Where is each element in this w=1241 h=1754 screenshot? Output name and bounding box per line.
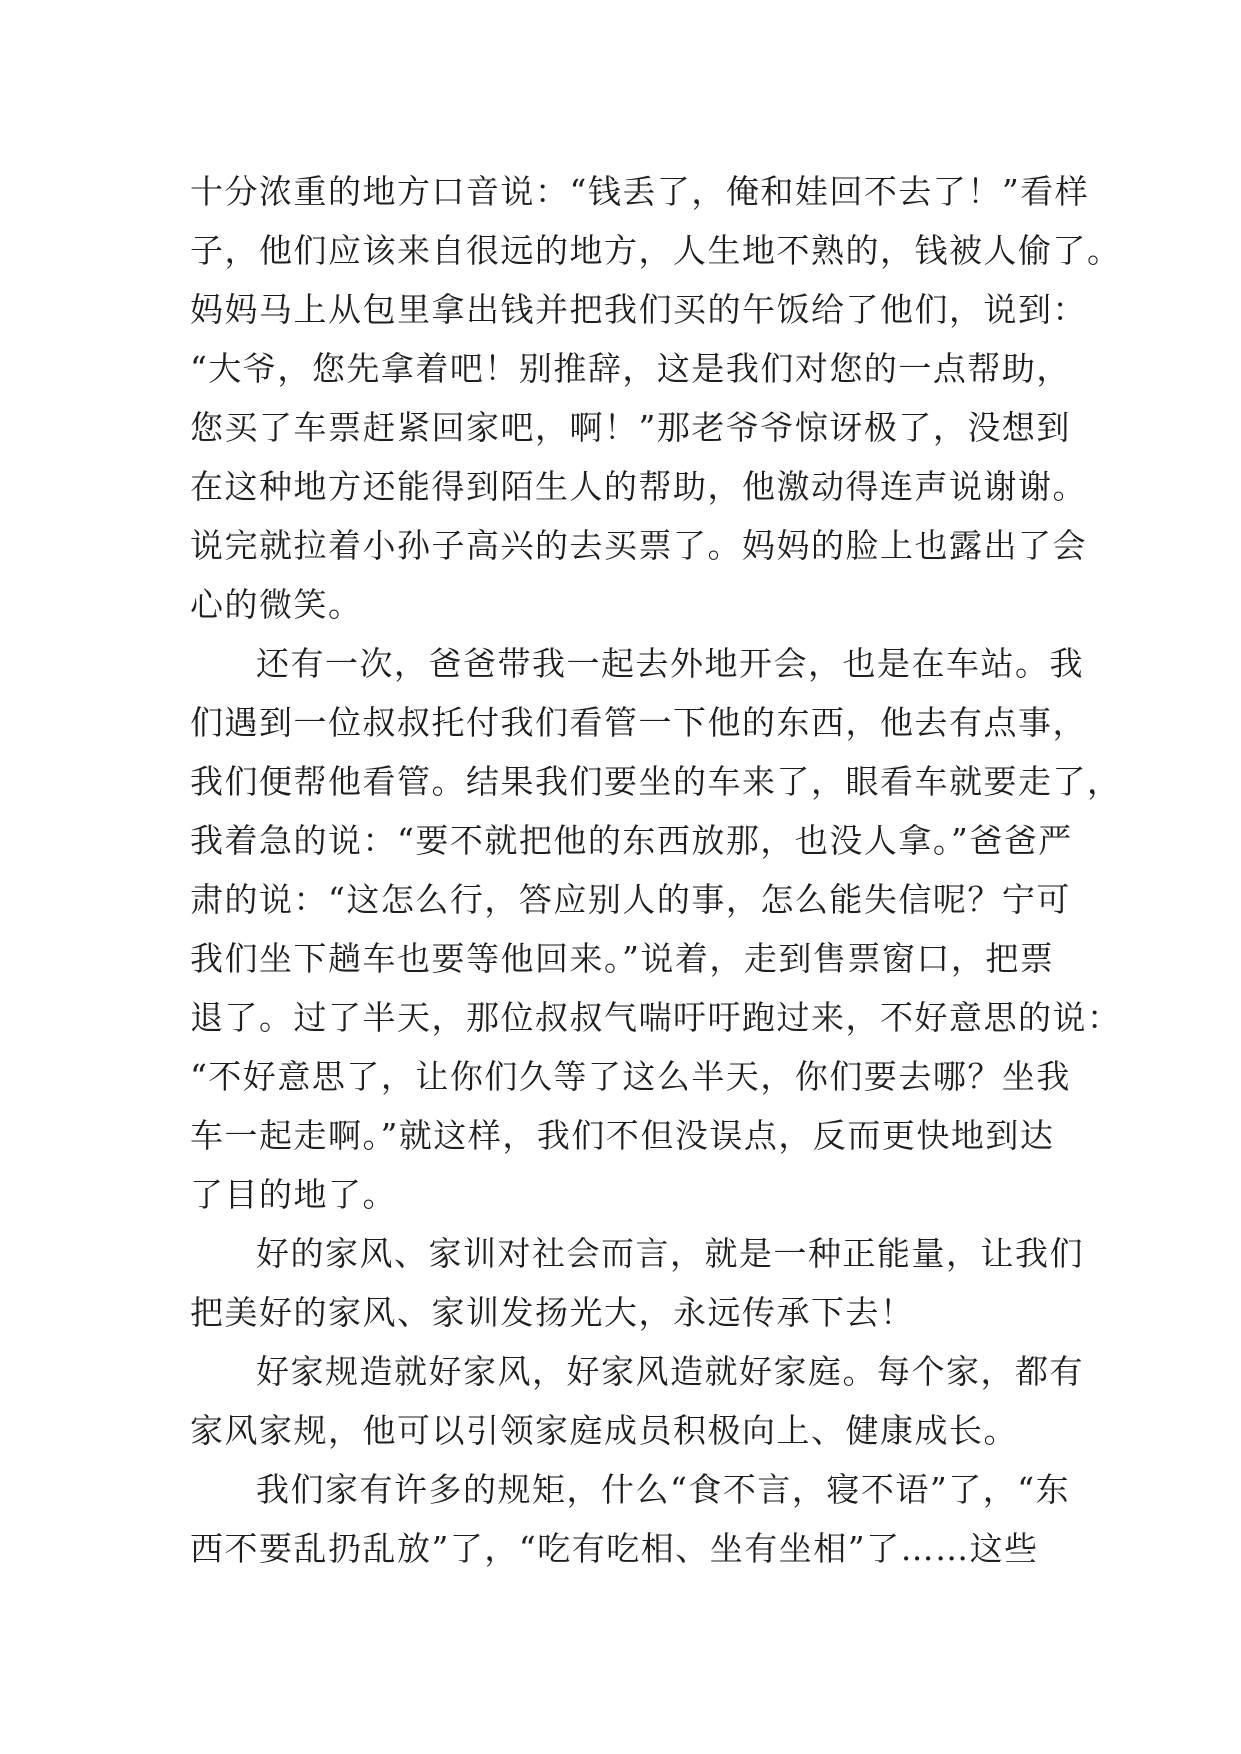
text-line: 退了。过了半天，那位叔叔气喘吁吁跑过来，不好意思的说： [190,998,1122,1037]
text-line: 西不要乱扔乱放”了，“吃有吃相、坐有坐相”了……这些 [190,1529,1039,1568]
text-line: 我们便帮他看管。结果我们要坐的车来了，眼看车就要走了， [190,762,1122,801]
paragraph-start-line: 好的家风、家训对社会而言，就是一种正能量，让我们 [256,1234,1084,1273]
text-line: 们遇到一位叔叔托付我们看管一下他的东西，他去有点事， [190,703,1087,742]
text-line: 我们坐下趟车也要等他回来。”说着，走到售票窗口，把票 [190,939,1055,978]
text-line: 把美好的家风、家训发扬光大，永远传承下去！ [190,1293,915,1332]
text-line: 心的微笑。 [190,585,363,624]
text-line: “不好意思了，让你们久等了这么半天，你们要去哪？坐我 [190,1057,1071,1096]
paragraph-start-line: 我们家有许多的规矩，什么“食不言，寝不语”了，“东 [256,1470,1071,1509]
text-line: 十分浓重的地方口音说：“钱丢了，俺和娃回不去了！”看样 [190,172,1090,211]
text-line: 妈妈马上从包里拿出钱并把我们买的午饭给了他们，说到： [190,290,1087,329]
text-line: 在这种地方还能得到陌生人的帮助，他激动得连声说谢谢。 [190,467,1087,506]
text-line: “大爷，您先拿着吧！别推辞，这是我们对您的一点帮助， [190,349,1071,388]
text-line: 您买了车票赶紧回家吧，啊！”那老爷爷惊讶极了，没想到 [190,408,1071,447]
text-line: 子，他们应该来自很远的地方，人生地不熟的，钱被人偷了。 [190,231,1122,270]
text-line: 肃的说：“这怎么行，答应别人的事，怎么能失信呢？宁可 [190,880,1071,919]
text-line: 了目的地了。 [190,1175,397,1214]
paragraph-start-line: 好家规造就好家风，好家风造就好家庭。每个家，都有 [256,1352,1084,1391]
paragraph-start-line: 还有一次，爸爸带我一起去外地开会，也是在车站。我 [256,644,1084,683]
text-line: 车一起走啊。”就这样，我们不但没误点，反而更快地到达 [190,1116,1055,1155]
text-line: 说完就拉着小孙子高兴的去买票了。妈妈的脸上也露出了会 [190,526,1087,565]
text-line: 家风家规，他可以引领家庭成员积极向上、健康成长。 [190,1411,1018,1450]
body-text [190,162,1122,1578]
text-line: 我着急的说：“要不就把他的东西放那，也没人拿。”爸爸严 [190,821,1073,860]
